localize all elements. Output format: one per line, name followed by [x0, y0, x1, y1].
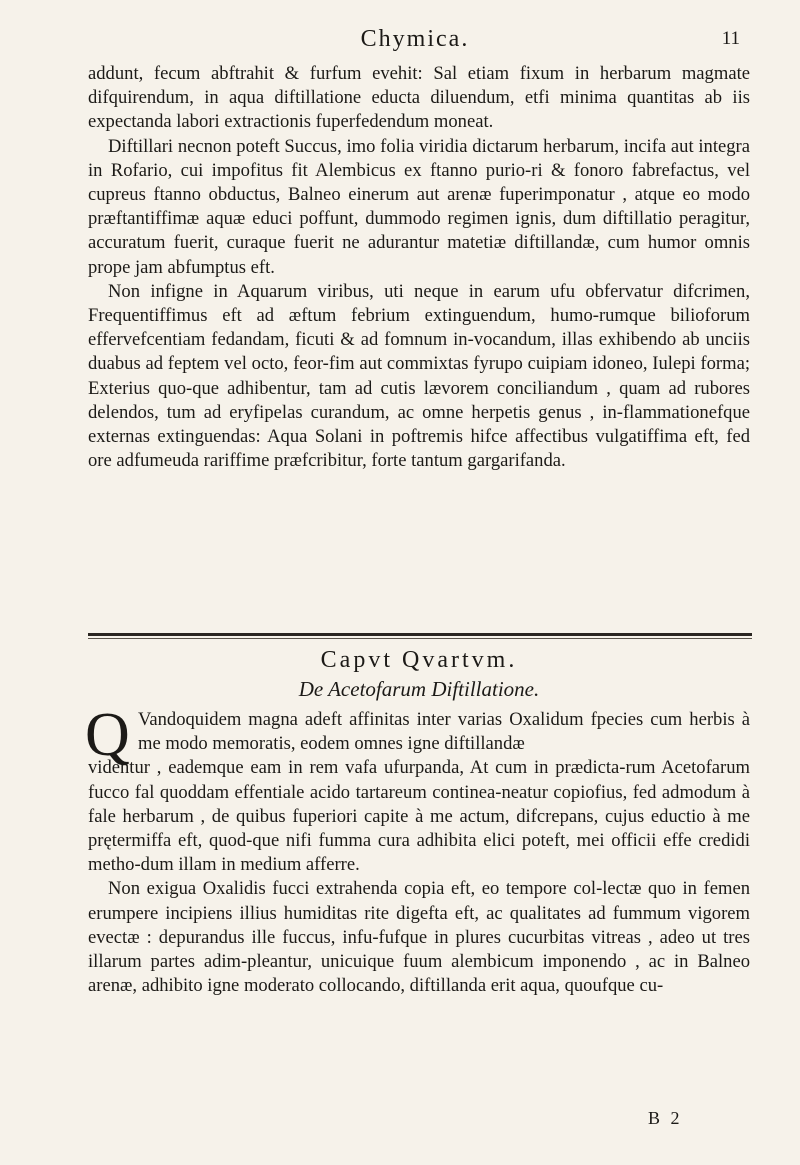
drop-cap: Q [85, 701, 130, 769]
chapter-text [88, 708, 750, 998]
running-head [90, 26, 740, 62]
page-number: 11 [721, 28, 740, 49]
paragraph: Non infigne in Aquarum viribus, uti neque in earum ufu obfervatur difcrimen, Frequentiffimus eft ad æftum febrium extinguendum, humo-rumque bilioforum effervefcentiam fedandam, ficuti & ad fomnum in-vocandum, illas exhibendo ab unciis duabus ad feptem vel octo, feor-fim aut commixtas fyrupo cuipiam idoneo, Iulepi forma; Exterius quo-que adhibentur, tam ad cutis lævorem conciliandum , quam ad rubores delendos, tum ad eryfipelas curandum, ac omne herpetis genus , in-flammationefque externas extinguendas: Aqua Solani in poftremis hifce affectibus vulgatiffima eft, fed ore adfumeuda rariffime præfcribitur, forte tantum gargarifanda. [88, 280, 750, 472]
divider-thin-rule [88, 638, 752, 639]
paragraph-opening: Vandoquidem magna adeft affinitas inter varias Oxalidum fpecies cum herbis à me modo memoratis, eodem omnes igne diftillandæ [138, 709, 750, 755]
paragraph: Diftillari necnon poteft Succus, imo folia viridia dictarum herbarum, incifa aut integra in Rofario, cui impofitus fit Alembicus ex ftanno purio-ri & fonoro fabrefactus, vel cupreus ftanno obductus, Balneo einerum aut arenæ fuperimponatur , atque eo modo præftantiffimæ aquæ educi poffunt, dummodo regimen ignis, dum diftillatio peragitur, accuratum fuerit, curaque fuerit ne adurantur matetiæ diftillandæ, cum humor omnis prope jam abfumptus eft. [88, 135, 750, 278]
paragraph: Non exigua Oxalidis fucci extrahenda copia eft, eo tempore col-lectæ quo in femen erumpere incipiens illius humiditas rite digefta eft, ac qualitates ad fummum vigorem evectæ : depurandus ille fuccus, infu-fufque in plures cucurbitas vitreas , adeo ut tres illarum partes adim-pleantur, unicuique fuum alembicum imponendo , ac in Balneo arenæ, adhibito igne moderato collocando, diftillanda erit aqua, quoufque cu- [88, 878, 750, 997]
running-title: Chymica. [360, 26, 470, 52]
chapter-subtitle: De Acetofarum Diftillatione. [298, 677, 540, 701]
paragraph: addunt, fecum abftrahit & furfum evehit: Sal etiam fixum in herbarum magmate difquirendum, in aqua diftillatione educta diluendum, etfi minima quantitas ab iis expectanda labori extractionis fuperfedendum moneat. [88, 63, 750, 133]
section-text [88, 62, 750, 473]
chapter-heading: Capvt Qvartvm. [320, 647, 518, 673]
section-divider [88, 633, 752, 641]
divider-thick-rule [88, 633, 752, 636]
paragraph: videntur , eademque eam in rem vafa ufurpanda, At cum in prædicta-rum Acetofarum fucco fal quoddam effentiale acido tartareum continea-neatur copiofius, fed admodum à fale herbarum , de quibus fuperiori capite à me actum, difcrepans, cujus eductio à me prętermiffa eft, quod-que nifi fumma cura adhibita elici poteft, mei officii effe credidi metho-dum illam in medium afferre. [88, 757, 750, 876]
signature-mark: B 2 [648, 1108, 683, 1128]
